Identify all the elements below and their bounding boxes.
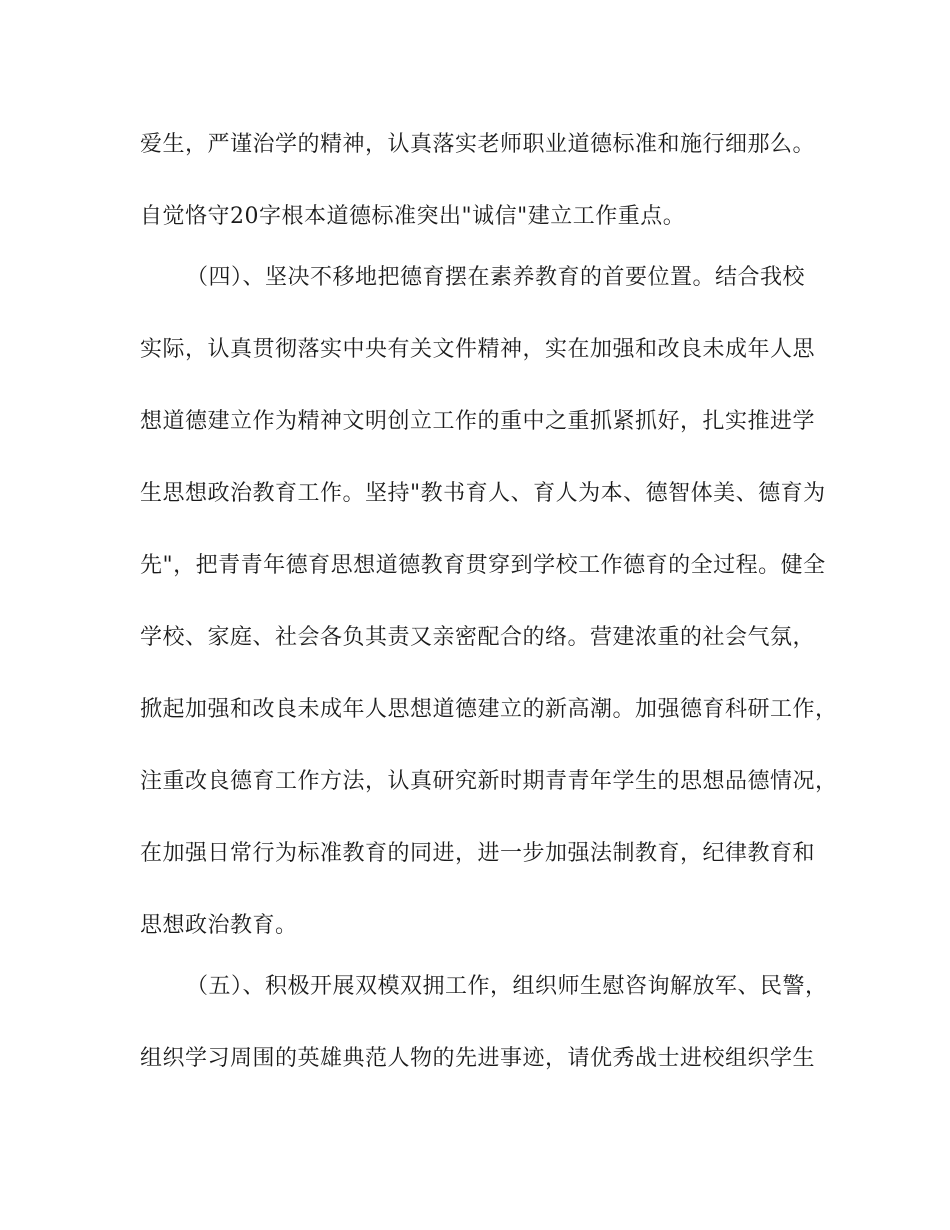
- text-line-5: 想道德建立作为精神文明创立工作的重中之重抓紧抓好，扎实推进学: [140, 409, 816, 434]
- text-line-10: 注重改良德育工作方法，认真研究新时期青青年学生的思想品德情况，: [140, 769, 838, 794]
- text-line-2: 自觉恪守20字根本道德标准突出"诚信"建立工作重点。: [140, 204, 686, 229]
- text-line-7: 先"，把青青年德育思想道德教育贯穿到学校工作德育的全过程。健全: [140, 553, 826, 578]
- text-line-6: 生思想政治教育工作。坚持"教书育人、育人为本、德智体美、德育为: [140, 481, 826, 506]
- text-line-12: 思想政治教育。: [140, 913, 298, 938]
- text-line-14: 组织学习周围的英雄典范人物的先进事迹，请优秀战士进校组织学生: [140, 1046, 816, 1071]
- text-line-1: 爱生，严谨治学的精神，认真落实老师职业道德标准和施行细那么。: [140, 132, 816, 157]
- text-line-4: 实际，认真贯彻落实中央有关文件精神，实在加强和改良未成年人思: [140, 337, 816, 362]
- paragraph-5-heading-line: （五）、积极开展双模双拥工作，组织师生慰咨询解放军、民警，: [186, 974, 828, 999]
- text-line-11: 在加强日常行为标准教育的同进，进一步加强法制教育，纪律教育和: [140, 841, 816, 866]
- text-line-9: 掀起加强和改良未成年人思想道德建立的新高潮。加强德育科研工作，: [140, 697, 838, 722]
- paragraph-4-heading-line: （四）、坚决不移地把德育摆在素养教育的首要位置。结合我校: [186, 265, 806, 290]
- text-line-8: 学校、家庭、社会各负其责又亲密配合的络。营建浓重的社会气氛，: [140, 625, 816, 650]
